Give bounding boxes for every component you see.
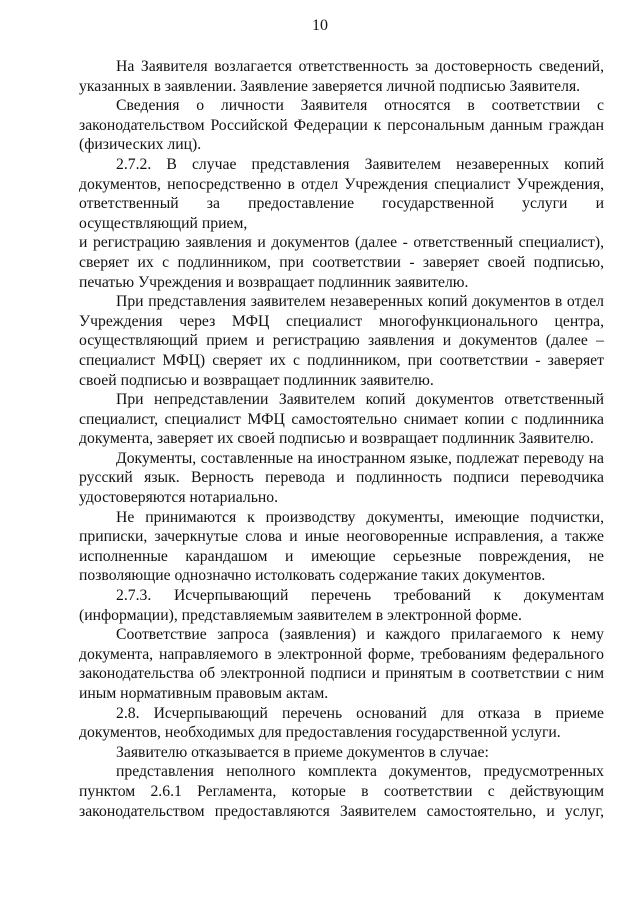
paragraph-electronic-compliance: Соответствие запроса (заявления) и каждого прилагаемого к нему документа, направляемого в электронной форме, требованиям федерального законодательства об электронной подписи и принятым в соответствии с ним иным нормативным правовым актам. [79,626,604,702]
paragraph-2-7-2: 2.7.2. В случае представления Заявителем незаверенных копий документов, непосредственно в отдел Учреждения специалист Учреждения, ответственный за предоставление государственной услуги и осуществляющий прием, [79,155,604,232]
paragraph-2-7-2-continued: и регистрацию заявления и документов (далее - ответственный специалист), сверяет их с подлинником, при соответствии - заверяет своей подписью, печатью Учреждения и возвращает подлинник заявителю. [79,234,604,291]
paragraph-applicant-responsibility: На Заявителя возлагается ответственность за достоверность сведений, указанных в заявлении. Заявление заверяется личной подписью Заявителя. [79,58,604,95]
paragraph-refusal-cases: Заявителю отказывается в приеме документов в случае: [116,743,489,761]
paragraph-foreign-documents: Документы, составленные на иностранном языке, подлежат переводу на русский язык. Верность перевода и подлинность подписи переводчика удостоверяются нотариально. [79,449,604,507]
paragraph-2-7-3: 2.7.3. Исчерпывающий перечень требований к документам (информации), представляемым заявителем в электронной форме. [79,587,604,624]
paragraph-not-accepted: Не принимаются к производству документы, имеющие подчистки, приписки, зачеркнутые слова и иные неоговоренные исправления, а также исполненные карандашом и имеющие серьезные повреждения, не позволяющие однозначно истолковать содержание таких документов. [79,508,604,585]
paragraph-no-copies: При непредставлении Заявителем копий документов ответственный специалист, специалист МФЦ самостоятельно снимает копии с подлинника документа, заверяет их своей подписью и возвращает подлинник Заявителю. [79,391,604,448]
paragraph-mfc-copies: При представления заявителем незаверенных копий документов в отдел Учреждения через МФЦ специалист многофункционального центра, осуществляющий прием и регистрацию заявления и документов (далее – специалист МФЦ) сверяет их с подлинником, при соответствии - заверяет своей подписью и возвращает подлинник заявителю. [79,293,604,389]
page-number: 10 [312,17,328,34]
document-body [79,57,604,821]
paragraph-2-8: 2.8. Исчерпывающий перечень оснований для отказа в приеме документов, необходимых для предоставления государственной услуги. [79,704,604,742]
paragraph-personal-data: Сведения о личности Заявителя относятся в соответствии с законодательством Российской Федерации к персональным данным граждан (физических лиц). [79,97,604,154]
paragraph-incomplete-documents: представления неполного комплекта документов, предусмотренных пунктом 2.6.1 Регламента, которые в соответствии с действующим законодательством предоставляются Заявителем самостоятельно, и услуг, [79,763,604,820]
